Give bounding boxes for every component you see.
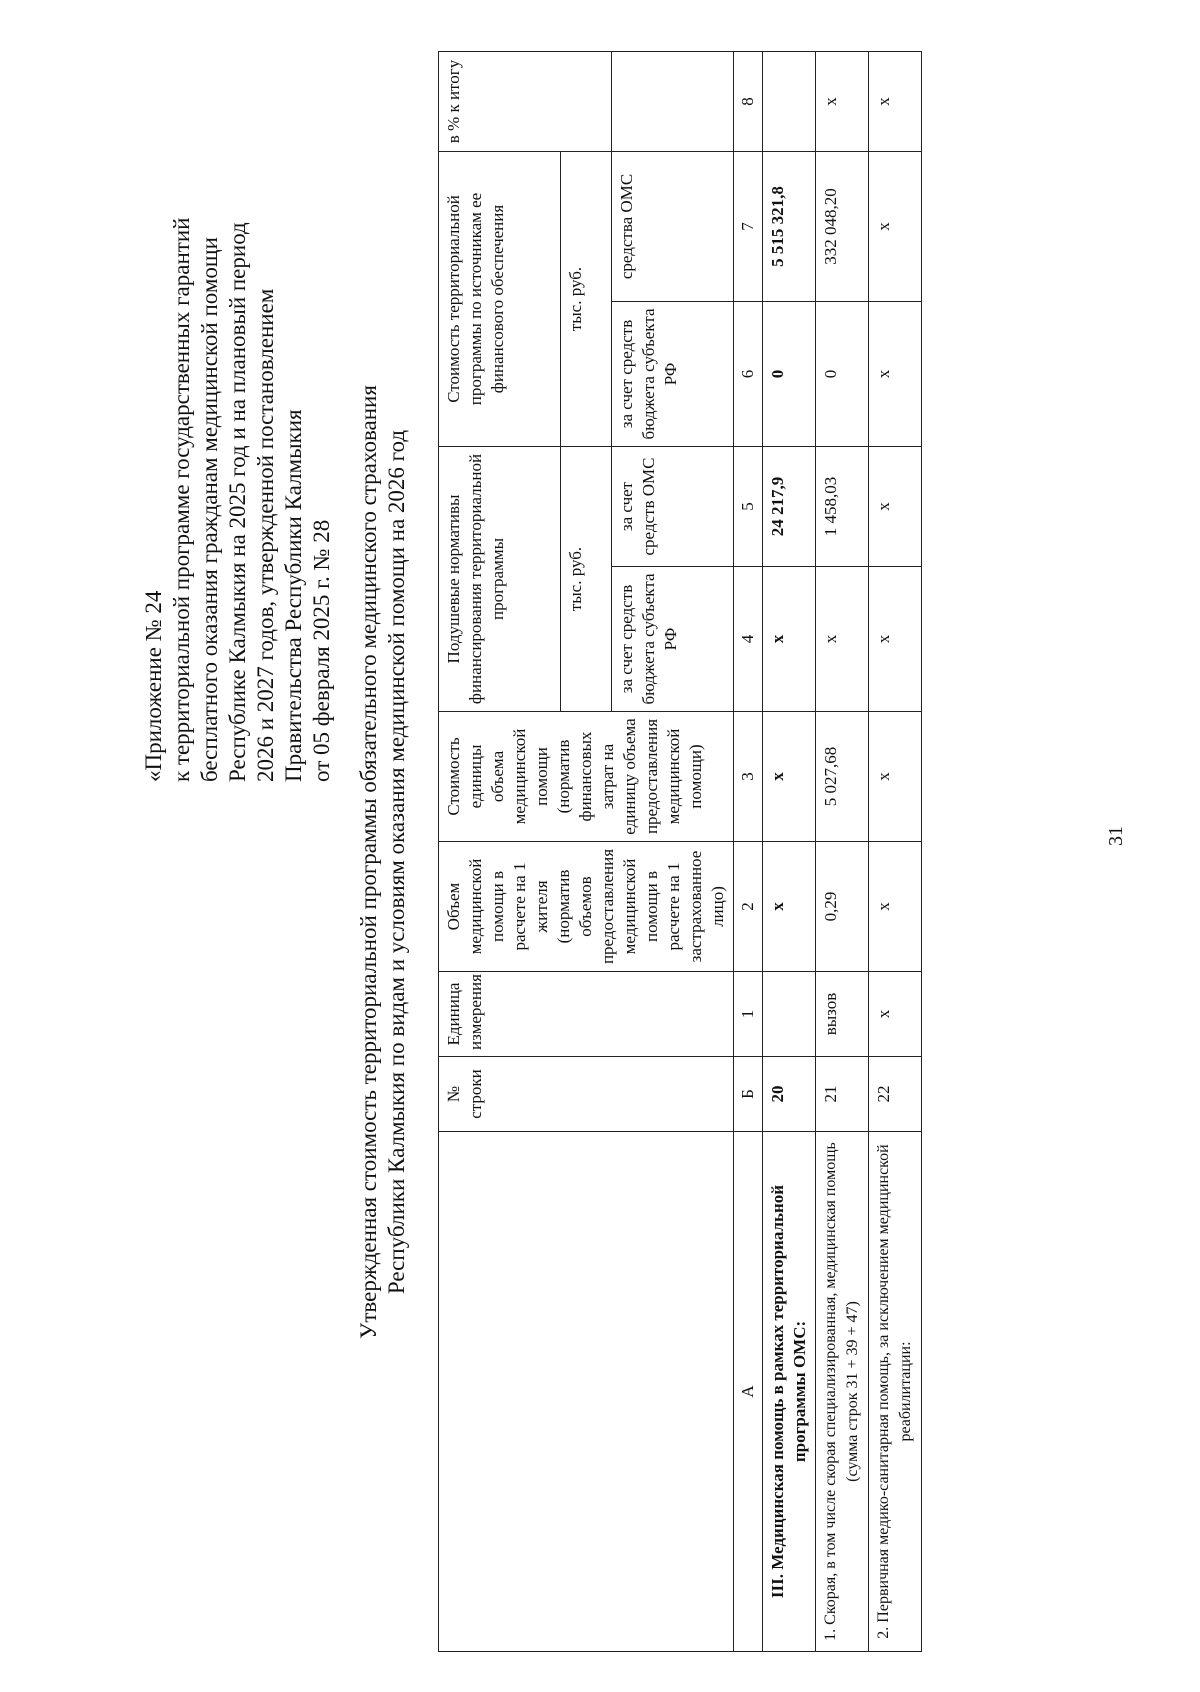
row-per-capita-oms: 24 217,9 — [763, 446, 816, 566]
row-cost: 5 027,68 — [816, 712, 869, 842]
row-program-oms: 332 048,20 — [816, 151, 869, 301]
row-program-budget: 0 — [763, 301, 816, 446]
appendix-line: «Приложение № 24 — [141, 590, 166, 782]
appendix-line: от 05 февраля 2025 г. № 28 — [309, 519, 334, 782]
row-percent: х — [816, 51, 869, 151]
appendix-line: 2026 и 2027 годов, утвержденной постановлением — [253, 288, 278, 782]
header-cell-percent: в % к итогу — [439, 51, 612, 151]
header-cell-per-capita-unit: тыс. руб. — [561, 446, 612, 711]
header-cell-program-cost: Стоимость территориальной программы по источникам ее финансового обеспечения — [439, 151, 561, 446]
table-row — [816, 51, 869, 1651]
row-volume: х — [869, 842, 922, 972]
row-number: 22 — [869, 1057, 922, 1132]
row-program-oms: 5 515 321,8 — [763, 151, 816, 301]
page-number: 31 — [1105, 826, 1127, 846]
row-volume: х — [763, 842, 816, 972]
header-cell-name — [439, 1132, 734, 1652]
row-percent: х — [869, 51, 922, 151]
appendix-note — [140, 122, 336, 782]
header-cell-program-oms: средства ОМС — [611, 151, 733, 301]
column-number: А — [734, 1132, 763, 1652]
row-program-budget: 0 — [816, 301, 869, 446]
document-title — [355, 332, 411, 1392]
header-cell-program-cost-unit: тыс. руб. — [561, 151, 612, 446]
row-name: 1. Скорая, в том числе скорая специализированная, медицинская помощь (сумма строк 31 + 39 + 47) — [816, 1132, 869, 1652]
column-number: 2 — [734, 842, 763, 972]
header-cell-percent-sub — [611, 51, 733, 151]
appendix-line: Правительства Республики Калмыкия — [281, 409, 306, 782]
header-cell-unit: Единица измерения — [439, 972, 734, 1057]
row-program-budget: х — [869, 301, 922, 446]
header-cell-per-capita-budget: за счет средств бюджета субъекта РФ — [611, 567, 733, 712]
header-cell-row-num: № строки — [439, 1057, 734, 1132]
row-cost: х — [869, 712, 922, 842]
row-cost: х — [763, 712, 816, 842]
title-line: Утвержденная стоимость территориальной программы обязательного медицинского страхования — [356, 385, 381, 1339]
header-cell-program-budget: за счет средств бюджета субъекта РФ — [611, 301, 733, 446]
row-per-capita-budget: х — [816, 567, 869, 712]
row-unit — [763, 972, 816, 1057]
column-number: 8 — [734, 51, 763, 151]
appendix-line: бесплатного оказания гражданам медицинской помощи — [197, 237, 222, 782]
row-percent — [763, 51, 816, 151]
row-program-oms: х — [869, 151, 922, 301]
appendix-line: к территориальной программе государственных гарантий — [169, 217, 194, 782]
column-number: 7 — [734, 151, 763, 301]
row-name: 2. Первичная медико-санитарная помощь, за исключением медицинской реабилитации: — [869, 1132, 922, 1652]
column-number: 3 — [734, 712, 763, 842]
column-number: 4 — [734, 567, 763, 712]
column-number: 6 — [734, 301, 763, 446]
row-name: III. Медицинская помощь в рамках территориальной программы ОМС: — [763, 1132, 816, 1652]
column-number: Б — [734, 1057, 763, 1132]
table-row — [763, 51, 816, 1651]
row-number: 21 — [816, 1057, 869, 1132]
header-cell-per-capita-oms: за счет средств ОМС — [611, 446, 733, 566]
row-unit: вызов — [816, 972, 869, 1057]
header-cell-cost: Стоимость единицы объема медицинской помощи (норматив финансовых затрат на единицу объема предоставления медицинской помощи) — [439, 712, 734, 842]
table-row — [869, 51, 922, 1651]
row-unit: х — [869, 972, 922, 1057]
row-per-capita-budget: х — [869, 567, 922, 712]
title-line: Республики Калмыкия по видам и условиям оказания медицинской помощи на 2026 год — [384, 429, 409, 1295]
column-number: 1 — [734, 972, 763, 1057]
row-per-capita-oms: х — [869, 446, 922, 566]
row-per-capita-oms: 1 458,03 — [816, 446, 869, 566]
header-cell-per-capita: Подушевые нормативы финансирования территориальной программы — [439, 446, 561, 711]
header-row — [439, 51, 561, 1651]
cost-table — [438, 51, 922, 1652]
appendix-line: Республике Калмыкия на 2025 год и на плановый период — [225, 222, 250, 782]
row-number: 20 — [763, 1057, 816, 1132]
column-number: 5 — [734, 446, 763, 566]
row-volume: 0,29 — [816, 842, 869, 972]
row-per-capita-budget: х — [763, 567, 816, 712]
column-number-row — [734, 51, 763, 1651]
header-cell-volume: Объем медицинской помощи в расчете на 1 жителя (норматив объемов предоставления медицинской помощи в расчете на 1 застрахованное лицо) — [439, 842, 734, 972]
